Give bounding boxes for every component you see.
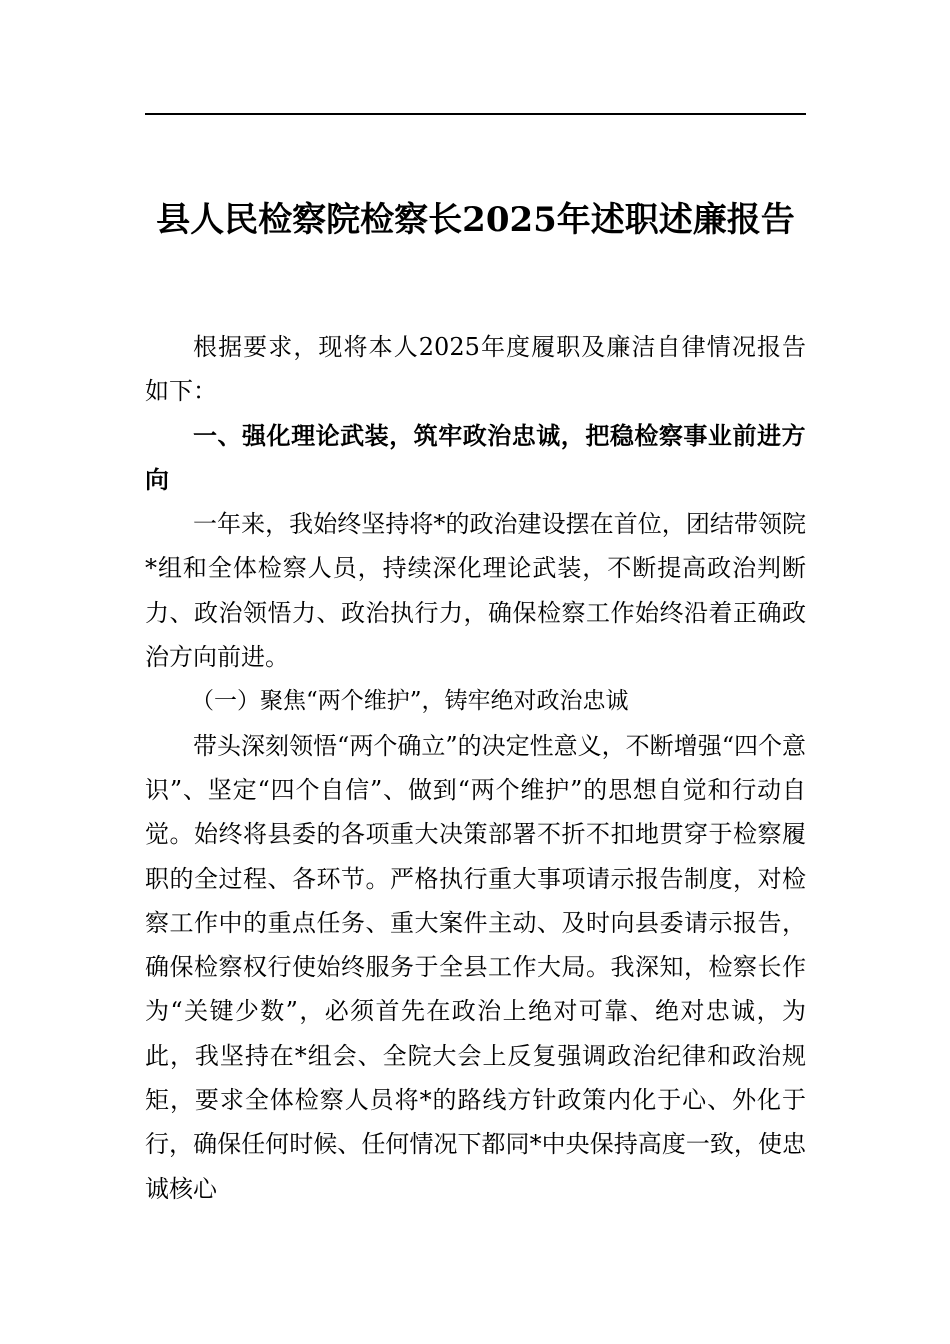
intro-paragraph: 根据要求，现将本人2025年度履职及廉洁自律情况报告如下：: [145, 333, 806, 406]
subsection-1-paragraph: 带头深刻领悟“两个确立”的决定性意义，不断增强“四个意识”、坚定“四个自信”、做到“两个维护”的思想自觉和行动自觉。始终将县委的各项重大决策部署不折不扣地贯穿于检察履职的全过程、各环节。严格执行重大事项请示报告制度，对检察工作中的重点任务、重大案件主动、及时向县委请示报告，确保检察权行使始终服务于全县工作大局。我深知，检察长作为“关键少数”，必须首先在政治上绝对可靠、绝对忠诚，为此，我坚持在*组会、全院大会上反复强调政治纪律和政治规矩，要求全体检察人员将*的路线方针政策内化于心、外化于行，确保任何时候、任何情况下都同*中央保持高度一致，使忠诚核心: [145, 731, 806, 1203]
document-body: [145, 325, 806, 1211]
header-rule: [145, 113, 806, 115]
section-heading-1: 一、强化理论武装，筑牢政治忠诚，把稳检察事业前进方向: [145, 421, 806, 494]
section-1-paragraph: 一年来，我始终坚持将*的政治建设摆在首位，团结带领院*组和全体检察人员，持续深化理论武装，不断提高政治判断力、政治领悟力、政治执行力，确保检察工作始终沿着正确政治方向前进。: [145, 510, 806, 672]
document-title: 县人民检察院检察长2025年述职述廉报告: [156, 200, 795, 240]
subsection-heading-1: （一）聚焦“两个维护”，铸牢绝对政治忠诚: [191, 688, 629, 715]
